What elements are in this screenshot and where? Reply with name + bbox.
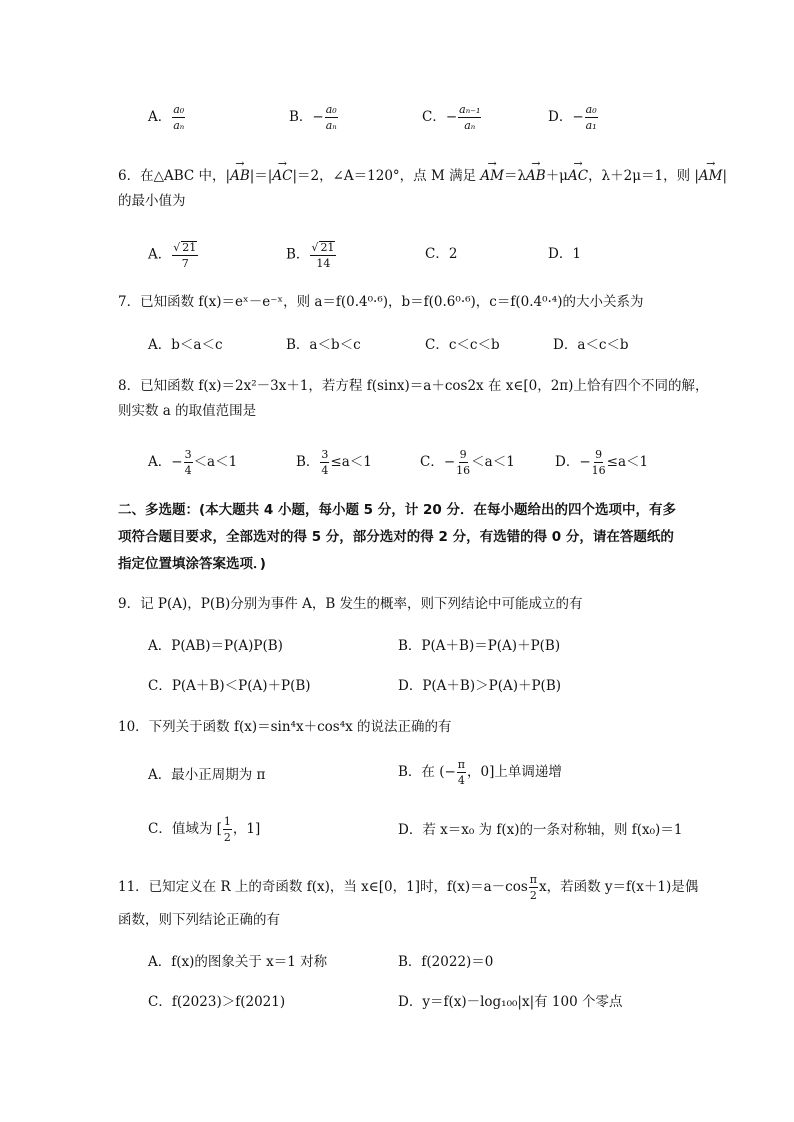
fraction: $\frac{1}{2}$ — [223, 815, 231, 844]
q6-option-b: B． $\frac{√ 21}{14}$ — [286, 241, 335, 270]
q10-option-b: B．在 (− $\frac{\pi}{4}$ ，0]上单调递增 — [398, 758, 562, 787]
q9-option-b: B．P(A＋B)＝P(A)＋P(B) — [398, 638, 561, 654]
q7-option-b: B．a＜b＜c — [286, 337, 361, 353]
q8-option-b: B． $\frac{3}{4}$ ≤a＜1 — [296, 448, 372, 477]
q11-option-a: A．f(x)的图象关于 x＝1 对称 — [148, 954, 328, 970]
q7-option-a: A．b＜a＜c — [148, 337, 223, 353]
section-heading-line2: 项符合题目要求，全部选对的得 5 分，部分选对的得 2 分，有选错的得 0 分，请在答题纸的 — [118, 529, 674, 545]
fraction: $\frac{\text{a₀}}{\text{aₙ}}$ — [325, 103, 337, 132]
q6-option-d: D．1 — [548, 246, 581, 262]
q11-stem: 11．已知定义在 R 上的奇函数 f(x)，当 x∈[0，1]时，f(x)＝a－cos $\frac{\pi}{2}$ x，若函数 y＝f(x＋1)是偶 — [118, 873, 699, 902]
q11-option-c: C．f(2023)＞f(2021) — [148, 994, 286, 1010]
section-heading: 二、多选题：(本大题共 4 小题，每小题 5 分，计 20 分．在每小题给出的四个选项中，有多 — [118, 502, 676, 518]
q8-option-a: A．− $\frac{3}{4}$ ＜a＜1 — [148, 448, 238, 477]
vector-am: → AM — [699, 166, 723, 186]
q11-option-b: B．f(2022)＝0 — [398, 954, 494, 970]
q5-options — [148, 104, 186, 131]
q7-option-d: D．a＜c＜b — [553, 337, 629, 353]
fraction: $\frac{3}{4}$ — [321, 448, 329, 477]
fraction: $\frac{9}{16}$ — [456, 448, 471, 477]
q10-stem: 10．下列关于函数 f(x)＝sin⁴x＋cos⁴x 的说法正确的有 — [118, 719, 452, 735]
fraction: $\frac{\text{a₀}}{\text{aₙ}}$ — [173, 103, 185, 132]
q6-stem-line2: 的最小值为 — [118, 193, 186, 209]
q7-stem: 7．已知函数 f(x)＝eˣ－e⁻ˣ，则 a＝f(0.4⁰·⁶)，b＝f(0.6⁰·⁶)，c＝f(0.4⁰·⁴)的大小关系为 — [118, 294, 644, 310]
vector-am: → AM — [480, 166, 504, 186]
fraction: $\frac{\text{aₙ₋₁}}{\text{aₙ}}$ — [459, 103, 481, 132]
q9-option-a: A．P(AB)＝P(A)P(B) — [148, 638, 283, 654]
q8-option-d: D．− $\frac{9}{16}$ ≤a＜1 — [555, 448, 649, 477]
vector-ab: → AB — [526, 166, 546, 186]
q10-option-d: D．若 x＝x₀ 为 f(x)的一条对称轴，则 f(x₀)＝1 — [398, 822, 683, 838]
fraction: $\frac{√ 21}{7}$ — [173, 241, 197, 270]
q6-option-a: A． $\frac{√ 21}{7}$ — [148, 241, 197, 270]
vector-ac: → AC — [272, 166, 292, 186]
q10-option-a: A．最小正周期为 π — [148, 767, 266, 783]
q5-option-a — [148, 103, 186, 132]
q10-option-c: C．值域为 [ $\frac{1}{2}$ ，1] — [148, 815, 261, 844]
fraction: $\frac{\pi}{2}$ — [529, 873, 538, 902]
q9-option-c: C．P(A＋B)＜P(A)＋P(B) — [148, 678, 311, 694]
q8-stem: 8．已知函数 f(x)＝2x²－3x＋1，若方程 f(sinx)＝a＋cos2x 在 x∈[0，2π)上恰有四个不同的解， — [118, 378, 709, 394]
fraction: $\frac{9}{16}$ — [591, 448, 606, 477]
q5-option-d: D．− $\frac{\text{a₀}}{\text{a₁}}$ — [548, 103, 597, 132]
fraction: $\frac{\pi}{4}$ — [457, 758, 466, 787]
fraction: $\frac{3}{4}$ — [184, 448, 192, 477]
q6-stem: 6．在△ABC 中，|→ AB|＝|→ AC|＝2，∠A＝120°，点 M 满足 → AM＝λ→ AB＋μ→ AC，λ＋2μ＝1，则 |→ AM| — [118, 166, 727, 186]
q7-option-c: C．c＜c＜b — [425, 337, 500, 353]
fraction: $\frac{√ 21}{14}$ — [311, 241, 335, 270]
q9-stem: 9．记 P(A)，P(B)分别为事件 A，B 发生的概率，则下列结论中可能成立的有 — [118, 596, 583, 612]
q11-option-d: D．y＝f(x)－log₁₀₀|x|有 100 个零点 — [398, 994, 623, 1010]
q6-option-c: C．2 — [425, 246, 458, 262]
section-heading-line3: 指定位置填涂答案选项．) — [118, 556, 266, 572]
q11-stem-line2: 函数，则下列结论正确的有 — [118, 912, 280, 928]
q8-stem-line2: 则实数 a 的取值范围是 — [118, 403, 257, 419]
q9-option-d: D．P(A＋B)＞P(A)＋P(B) — [398, 678, 562, 694]
q5-option-c: C．− $\frac{\text{aₙ₋₁}}{\text{aₙ}}$ — [422, 103, 481, 132]
fraction: $\frac{\text{a₀}}{\text{a₁}}$ — [585, 103, 597, 132]
vector-ab: → AB — [230, 166, 250, 186]
option-label: A． — [148, 109, 172, 125]
q5-option-b: B．− $\frac{\text{a₀}}{\text{aₙ}}$ — [289, 103, 337, 132]
q8-option-c: C．− $\frac{9}{16}$ ＜a＜1 — [420, 448, 515, 477]
vector-ac: → AC — [568, 166, 588, 186]
